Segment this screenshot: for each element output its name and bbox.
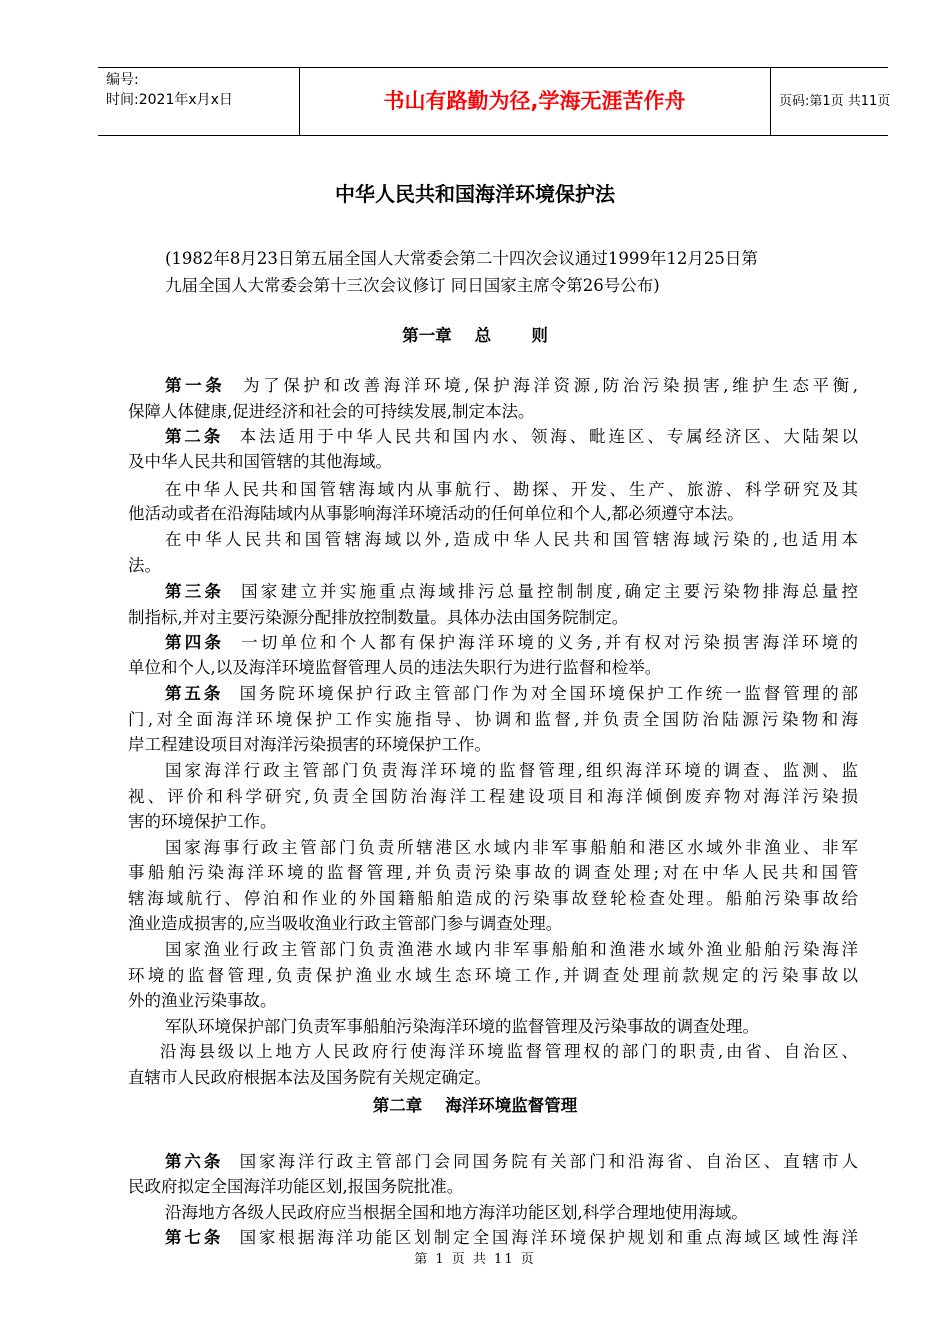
paragraph-line — [128, 962, 858, 986]
paragraph-line — [165, 476, 858, 500]
document-header — [98, 67, 891, 136]
article-first-line — [165, 423, 858, 447]
article-first-line — [165, 629, 858, 653]
document-note-line: 九届全国人大常委会第十三次会议修订 同日国家主席令第26号公布) — [165, 276, 660, 295]
line-text: 视、评价和科学研究,负责全国防治海洋工程建设项目和海洋倾倒废弃物对海洋污染损 — [128, 787, 858, 806]
paragraph-line — [128, 859, 858, 883]
paragraph-line — [128, 604, 628, 628]
line-text: 为了保护和改善海洋环境,保护海洋资源,防治污染损害,维护生态平衡, — [225, 376, 858, 395]
article-label: 第三条 — [165, 582, 225, 601]
article-first-line — [165, 372, 858, 396]
paragraph-line — [128, 706, 858, 730]
line-text: 法。 — [128, 556, 161, 575]
document-title: 中华人民共和国海洋环境保护法 — [335, 182, 615, 206]
paragraph-line — [128, 910, 562, 934]
line-text: 国家渔业行政主管部门负责渔港水域内非军事船舶和渔港水域外渔业船舶污染海洋 — [165, 940, 858, 959]
line-text: 他活动或者在沿海陆域内从事影响海洋环境活动的任何单位和个人,都必须遵守本法。 — [128, 504, 744, 523]
paragraph-line — [128, 552, 161, 576]
paragraph-line — [128, 783, 858, 807]
paragraph-line — [128, 398, 535, 422]
line-text: 事船舶污染海洋环境的监督管理,并负责污染事故的调查处理;对在中华人民共和国管 — [128, 863, 858, 882]
line-text: 害的环境保护工作。 — [128, 812, 277, 831]
paragraph-line — [128, 987, 277, 1011]
line-text: 及中华人民共和国管辖的其他海域。 — [128, 452, 392, 471]
line-text: 国家海洋行政主管部门会同国务院有关部门和沿海省、自治区、直辖市人 — [223, 1152, 858, 1171]
line-text: 沿海地方各级人民政府应当根据全国和地方海洋功能区划,科学合理地使用海域。 — [165, 1203, 748, 1222]
paragraph-line — [128, 500, 744, 524]
line-text: 门,对全面海洋环境保护工作实施指导、协调和监督,并负责全国防治陆源污染物和海 — [128, 710, 858, 729]
line-text: 制指标,并对主要污染源分配排放控制数量。具体办法由国务院制定。 — [128, 608, 629, 627]
line-text: 国家根据海洋功能区划制定全国海洋环境保护规划和重点海域区域性海洋 — [223, 1228, 858, 1247]
header-page-info: 页码:第1页 共11页 — [779, 94, 891, 109]
line-text: 本法适用于中华人民共和国内水、领海、毗连区、专属经济区、大陆架以 — [223, 427, 858, 446]
line-text: 直辖市人民政府根据本法及国务院有关规定确定。 — [128, 1068, 491, 1087]
article-first-line — [165, 1224, 858, 1248]
article-label: 第七条 — [165, 1228, 224, 1247]
article-label: 第五条 — [165, 684, 224, 703]
paragraph-line — [128, 731, 491, 755]
page-footer: 第 1 页 共 11 页 — [414, 1252, 536, 1267]
line-text: 外的渔业污染事故。 — [128, 991, 277, 1010]
paragraph-line — [165, 1013, 759, 1037]
line-text: 国务院环境保护行政主管部门作为对全国环境保护工作统一监督管理的部 — [223, 684, 858, 703]
chapter-heading: 第二章 海洋环境监督管理 — [372, 1096, 578, 1115]
line-text: 在中华人民共和国管辖海域内从事航行、勘探、开发、生产、旅游、科学研究及其 — [165, 480, 858, 499]
article-label: 第一条 — [165, 376, 226, 395]
line-text: 单位和个人,以及海洋环境监督管理人员的违法失职行为进行监督和检举。 — [128, 658, 662, 677]
paragraph-line — [128, 808, 277, 832]
line-text: 辖海域航行、停泊和作业的外国籍船舶造成的污染事故登轮检查处理。船舶污染事故给 — [128, 889, 858, 908]
chapter-heading: 第一章 总 则 — [402, 326, 548, 345]
header-motto: 书山有路勤为径,学海无涯苦作舟 — [383, 89, 686, 113]
line-text: 在中华人民共和国管辖海域以外,造成中华人民共和国管辖海域污染的,也适用本 — [165, 530, 858, 549]
article-first-line — [165, 1148, 858, 1172]
paragraph-line — [165, 526, 858, 550]
line-text: 民政府拟定全国海洋功能区划,报国务院批准。 — [128, 1177, 464, 1196]
article-label: 第六条 — [165, 1152, 224, 1171]
paragraph-line — [165, 936, 858, 960]
paragraph-line — [128, 1064, 491, 1088]
line-text: 国家海洋行政主管部门负责海洋环境的监督管理,组织海洋环境的调查、监测、监 — [165, 761, 858, 780]
line-text: 一切单位和个人都有保护海洋环境的义务,并有权对污染损害海洋环境的 — [224, 633, 858, 652]
paragraph-line — [128, 654, 661, 678]
paragraph-line — [128, 448, 392, 472]
paragraph-line — [165, 1199, 748, 1223]
line-text: 渔业造成损害的,应当吸收渔业行政主管部门参与调查处理。 — [128, 914, 563, 933]
paragraph-line — [165, 834, 858, 858]
line-text: 保障人体健康,促进经济和社会的可持续发展,制定本法。 — [128, 402, 535, 421]
article-first-line — [165, 680, 858, 704]
line-text: 军队环境保护部门负责军事船舶污染海洋环境的监督管理及污染事故的调查处理。 — [165, 1017, 759, 1036]
line-text: 国家海事行政主管部门负责所辖港区水域内非军事船舶和港区水域外非渔业、非军 — [165, 838, 858, 857]
line-text: 环境的监督管理,负责保护渔业水域生态环境工作,并调查处理前款规定的污染事故以 — [128, 966, 858, 985]
article-label: 第四条 — [165, 633, 225, 652]
line-text: 岸工程建设项目对海洋污染损害的环境保护工作。 — [128, 735, 491, 754]
document-note-line: (1982年8月23日第五届全国人大常委会第二十四次会议通过1999年12月25日第 — [165, 249, 758, 268]
paragraph-line — [165, 757, 858, 781]
article-first-line — [165, 578, 858, 602]
header-time-label: 时间:2021年x月x日 — [106, 92, 233, 108]
paragraph-line — [160, 1038, 858, 1062]
paragraph-line — [128, 885, 858, 909]
header-number-label: 编号: — [106, 72, 139, 88]
article-label: 第二条 — [165, 427, 224, 446]
paragraph-line — [128, 1173, 463, 1197]
line-text: 国家建立并实施重点海域排污总量控制制度,确定主要污染物排海总量控 — [224, 582, 858, 601]
header-meta — [98, 68, 299, 135]
line-text: 沿海县级以上地方人民政府行使海洋环境监督管理权的部门的职责,由省、自治区、 — [160, 1042, 858, 1061]
